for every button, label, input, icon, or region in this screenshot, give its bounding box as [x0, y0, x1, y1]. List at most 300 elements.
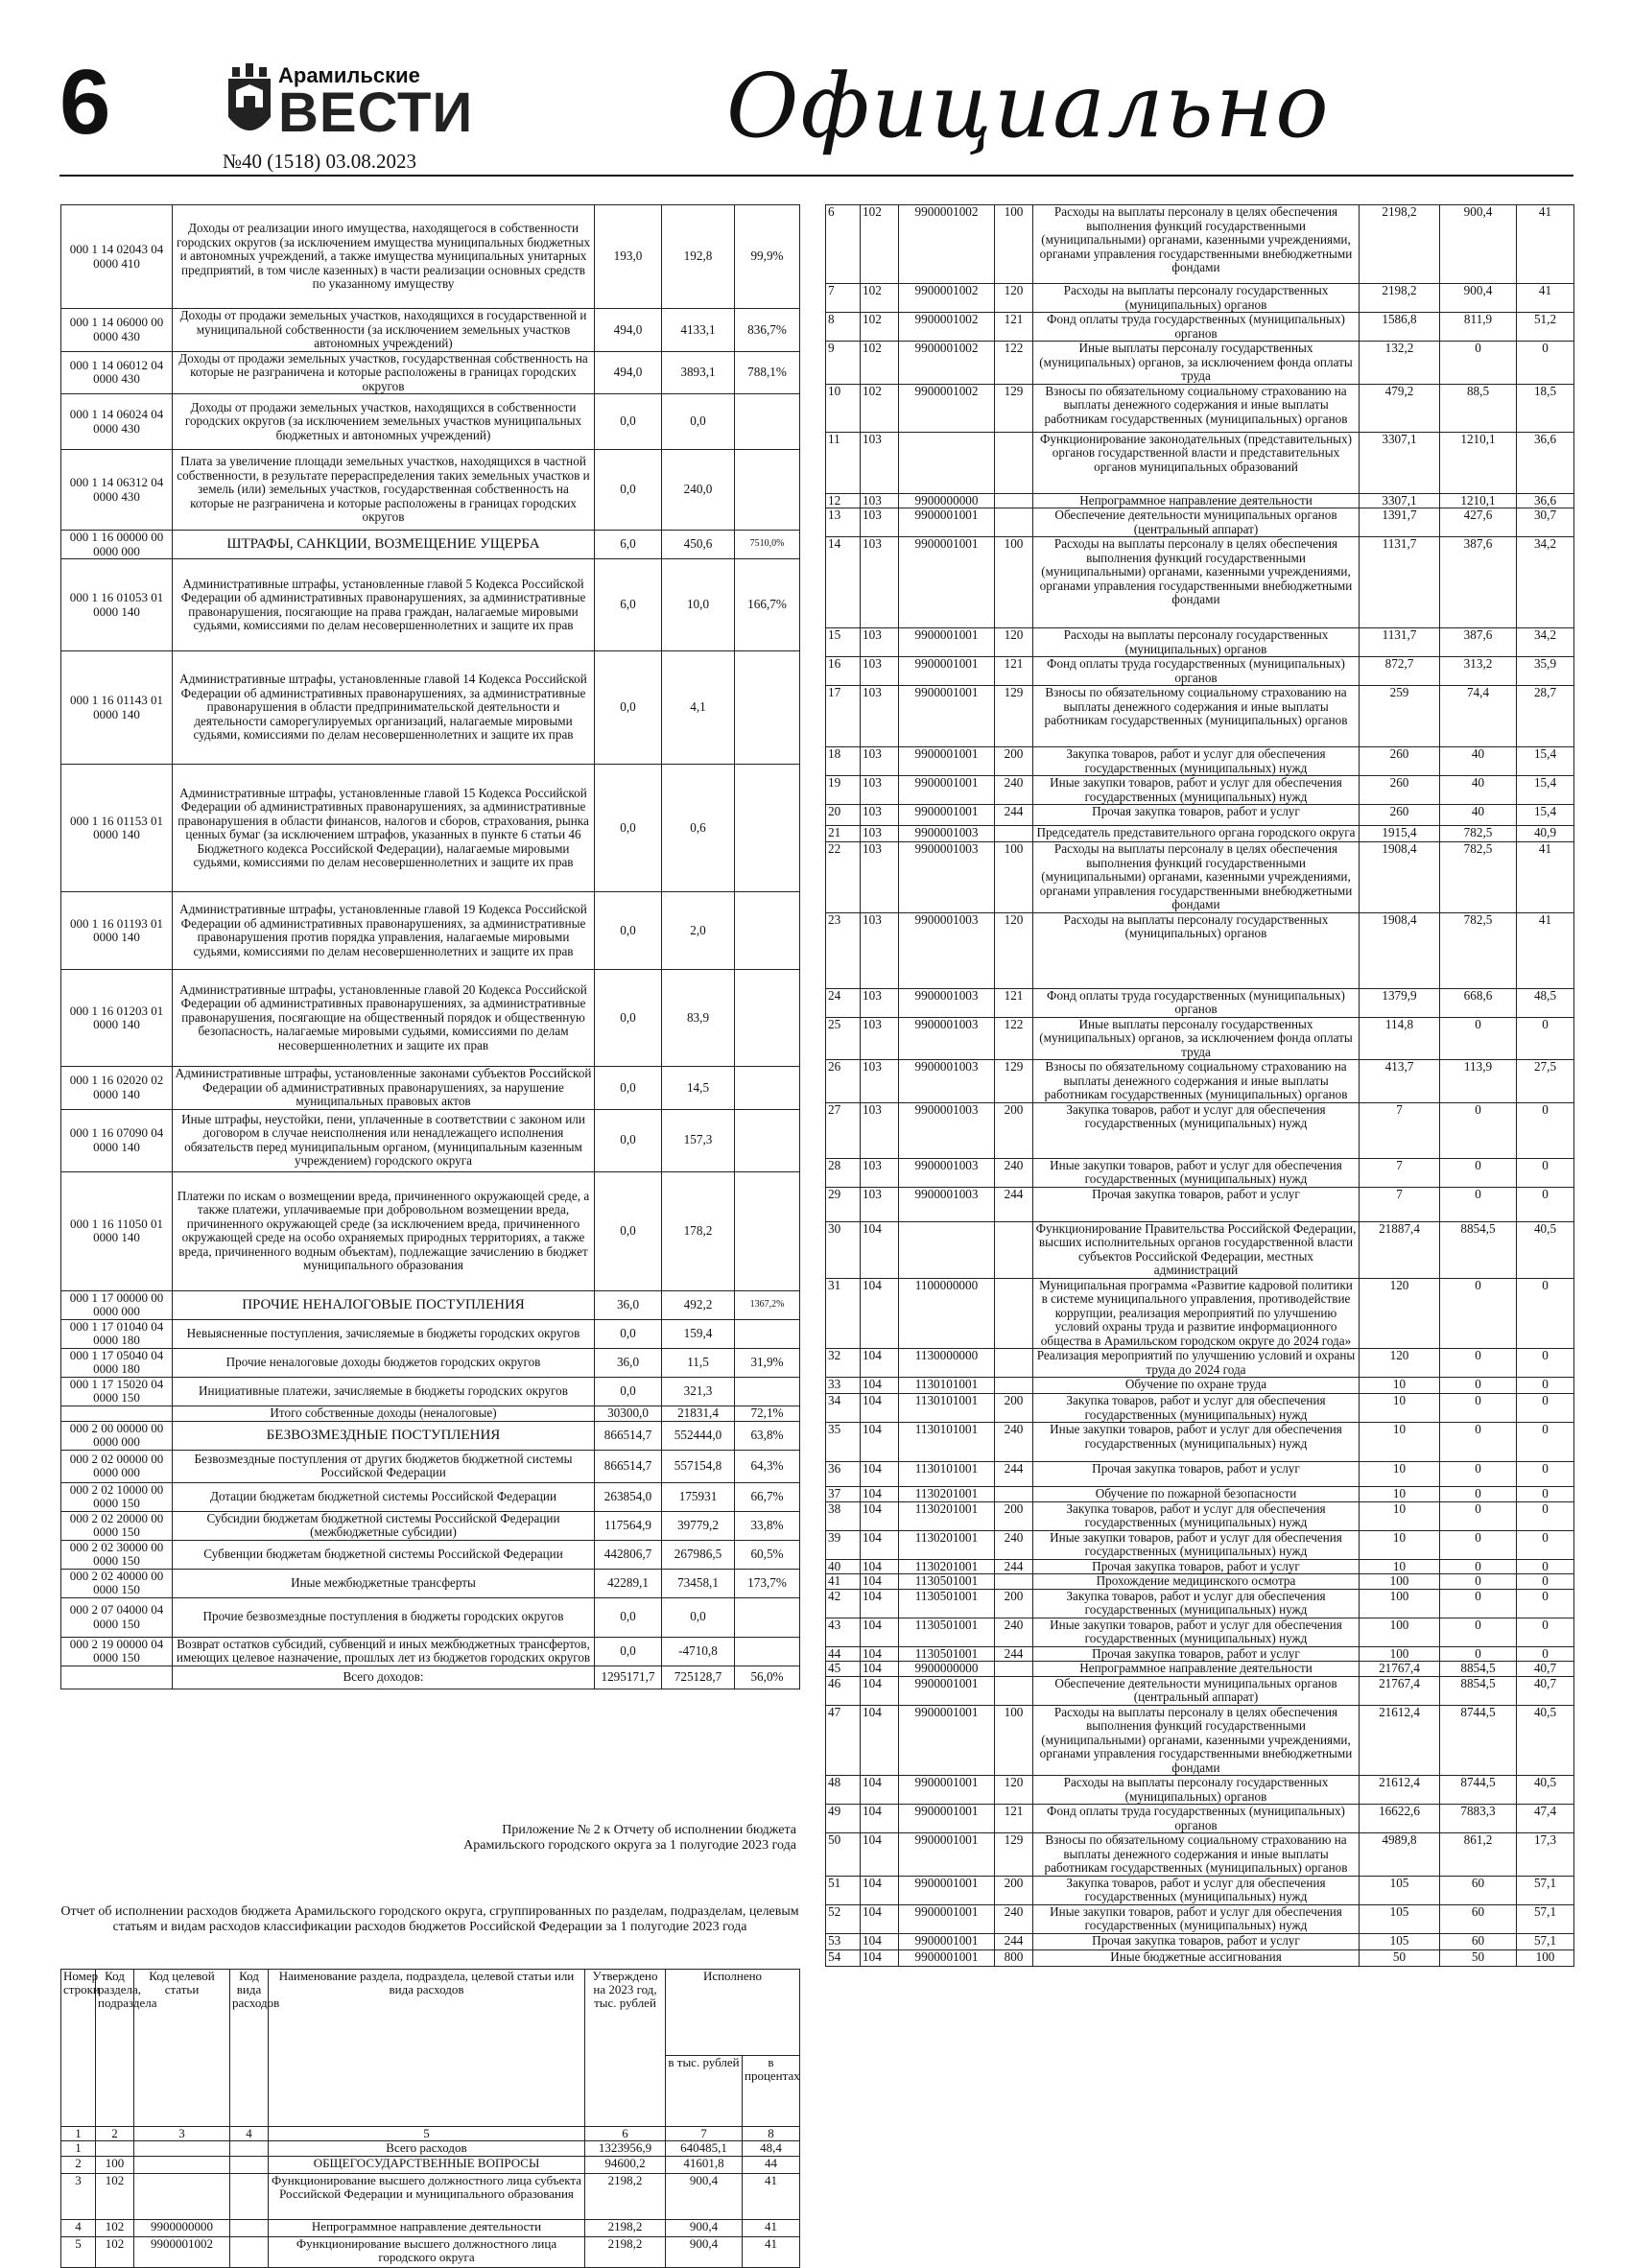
table-cell: 100 [1360, 1574, 1440, 1590]
table-cell: 63,8% [735, 1421, 800, 1450]
table-cell: 40,7 [1517, 1662, 1574, 1677]
col-number: 8 [743, 2127, 800, 2141]
table-cell: 0 [1517, 1349, 1574, 1378]
table-row [826, 1876, 1574, 1904]
table-cell: Расходы на выплаты персоналу государственных (муниципальных) органов [1033, 912, 1360, 988]
table-cell: 4,1 [662, 651, 735, 765]
table-cell: 37 [826, 1487, 861, 1502]
table-row [826, 1833, 1574, 1877]
table-cell: 104 [861, 1349, 899, 1378]
table-cell: 46 [826, 1676, 861, 1705]
table-cell: 104 [861, 1805, 899, 1833]
table-cell: Функционирование высшего должностного лица субъекта Российской Федерации и муниципального образования [269, 2174, 585, 2220]
table-cell: 120 [995, 912, 1033, 988]
table-cell: Расходы на выплаты персоналу в целях обеспечения выполнения функций государственными (муниципальными) органами, казенными учреждениями, органами управления государственными внебюджетными фондами [1033, 205, 1360, 284]
table-cell: 1367,2% [735, 1290, 800, 1319]
table-cell: 103 [861, 537, 899, 628]
table-cell: 13 [826, 508, 861, 537]
table-cell: 102 [861, 205, 899, 284]
table-cell: Иные закупки товаров, работ и услуг для обеспечения государственных (муниципальных) нужд [1033, 776, 1360, 805]
table-cell: 31 [826, 1278, 861, 1349]
table-cell: 104 [861, 1278, 899, 1349]
table-cell: 413,7 [1360, 1060, 1440, 1103]
table-cell: 10 [1360, 1378, 1440, 1394]
table-cell: 0 [1517, 1646, 1574, 1662]
col-number: 2 [96, 2127, 134, 2141]
table-row [826, 805, 1574, 826]
table-cell: 0 [1440, 1501, 1517, 1530]
table-cell: 12 [826, 493, 861, 508]
table-row [826, 826, 1574, 842]
table-row [61, 1482, 800, 1511]
table-cell: 42 [826, 1589, 861, 1618]
table-cell: Административные штрафы, установленные законами субъектов Российской Федерации об административных правонарушениях, за нарушение муниципальных правовых актов [173, 1067, 595, 1110]
table-cell: 21612,4 [1360, 1705, 1440, 1776]
table-cell: Функционирование законодательных (представительных) органов государственной власти и представительных органов муниципальных образований [1033, 432, 1360, 493]
table-cell: 7510,0% [735, 531, 800, 559]
table-cell [735, 1637, 800, 1666]
table-cell: 0 [1517, 1423, 1574, 1462]
table-cell: 113,9 [1440, 1060, 1517, 1103]
table-cell: 120 [995, 1776, 1033, 1805]
table-cell: 800 [995, 1949, 1033, 1966]
table-cell: 104 [861, 1589, 899, 1618]
table-cell: 8854,5 [1440, 1662, 1517, 1677]
table-cell: 104 [861, 1833, 899, 1877]
table-cell: 103 [861, 988, 899, 1017]
table-cell [735, 1597, 800, 1637]
table-cell: 1130101001 [899, 1462, 995, 1487]
table-cell: 0,0 [595, 1109, 662, 1171]
table-cell: 94600,2 [585, 2157, 666, 2174]
table-cell: Иные выплаты персоналу государственных (муниципальных) органов, за исключением фонда оплаты труда [1033, 342, 1360, 385]
table-cell: 000 2 02 20000 00 0000 150 [61, 1511, 173, 1540]
table-cell: 492,2 [662, 1290, 735, 1319]
table-cell: 14 [826, 537, 861, 628]
table-row [61, 450, 800, 531]
table-cell: 0,0 [595, 1597, 662, 1637]
table-cell: 36,6 [1517, 432, 1574, 493]
table-cell: 8 [826, 313, 861, 342]
table-cell: 1130501001 [899, 1646, 995, 1662]
table-cell: 83,9 [662, 970, 735, 1067]
table-cell: Административные штрафы, установленные главой 5 Кодекса Российской Федерации об административных правонарушениях, за административные правонарушения, посягающие на права граждан, налагаемые мировыми судьями, комиссиями по делам несовершеннолетних и защите их прав [173, 559, 595, 651]
table-row [826, 1805, 1574, 1833]
table-cell: Административные штрафы, установленные главой 20 Кодекса Российской Федерации об административных правонарушениях, за административные правонарушения, посягающие на общественный порядок и общественную безопасность, налагаемые мировыми судьями, комиссиями по делам несовершеннолетних и защите их прав [173, 970, 595, 1067]
table-cell: 102 [861, 342, 899, 385]
table-cell: 178,2 [662, 1171, 735, 1290]
table-cell: 15,4 [1517, 747, 1574, 776]
table-row [826, 1949, 1574, 1966]
table-cell [995, 1221, 1033, 1278]
table-cell: 9900001003 [899, 912, 995, 988]
table-row [826, 342, 1574, 385]
table-cell: 7 [826, 284, 861, 313]
table-cell: Муниципальная программа «Развитие кадровой политики в системе муниципального управления, противодействие коррупции, реализация мероприятий по улучшению условий охраны труда и развитие информационного общества в Арамильском городском округе до 2024 года» [1033, 1278, 1360, 1349]
table-cell: 50 [1360, 1949, 1440, 1966]
table-cell: 1130201001 [899, 1559, 995, 1574]
table-cell: 104 [861, 1487, 899, 1502]
table-cell: 0 [1517, 1487, 1574, 1502]
table-row [826, 1589, 1574, 1618]
table-cell: 48,4 [743, 2141, 800, 2157]
table-cell: 114,8 [1360, 1017, 1440, 1060]
table-cell: 21887,4 [1360, 1221, 1440, 1278]
table-cell: 104 [861, 1559, 899, 1574]
col-header: Код вида расходов [230, 1970, 269, 2127]
table-cell [735, 1319, 800, 1348]
column-number-row [61, 2127, 800, 2141]
table-cell [735, 1377, 800, 1406]
table-cell: 30 [826, 1221, 861, 1278]
table-cell [995, 1349, 1033, 1378]
table-row [826, 1705, 1574, 1776]
table-cell: 14,5 [662, 1067, 735, 1110]
table-cell [735, 1067, 800, 1110]
table-cell: Фонд оплаты труда государственных (муниципальных) органов [1033, 313, 1360, 342]
table-cell: 0 [1517, 1574, 1574, 1590]
table-cell: 9900001002 [899, 205, 995, 284]
table-row [826, 284, 1574, 313]
table-cell: 100 [1360, 1618, 1440, 1646]
table-cell: 0 [1440, 342, 1517, 385]
table-cell: Обеспечение деятельности муниципальных органов (центральный аппарат) [1033, 1676, 1360, 1705]
table-cell [96, 2141, 134, 2157]
table-cell: 41 [1517, 842, 1574, 913]
table-cell: Взносы по обязательному социальному страхованию на выплаты денежного содержания и иные выплаты работникам государственных (муниципальных) органов [1033, 1060, 1360, 1103]
table-row [61, 559, 800, 651]
table-row [826, 1158, 1574, 1187]
table-cell: 9900001001 [899, 747, 995, 776]
table-cell: 000 1 14 06000 00 0000 430 [61, 309, 173, 352]
table-cell: 66,7% [735, 1482, 800, 1511]
table-cell: 1908,4 [1360, 912, 1440, 988]
col-number: 3 [134, 2127, 230, 2141]
table-cell: 105 [1360, 1876, 1440, 1904]
table-cell: 103 [861, 912, 899, 988]
table-row [61, 1511, 800, 1540]
table-cell: 000 1 17 05040 04 0000 180 [61, 1348, 173, 1377]
table-cell [230, 2237, 269, 2268]
table-cell: 121 [995, 988, 1033, 1017]
table-cell: 244 [995, 1462, 1033, 1487]
table-cell: Прохождение медицинского осмотра [1033, 1574, 1360, 1590]
table-cell: 103 [861, 508, 899, 537]
table-cell: 41601,8 [666, 2157, 743, 2174]
table-cell: 3 [61, 2174, 96, 2220]
table-cell: 8854,5 [1440, 1221, 1517, 1278]
table-cell: 40,7 [1517, 1676, 1574, 1705]
table-cell: Иные закупки товаров, работ и услуг для обеспечения государственных (муниципальных) нужд [1033, 1158, 1360, 1187]
table-row [61, 970, 800, 1067]
table-cell: 782,5 [1440, 826, 1517, 842]
table-cell: 0 [1517, 1278, 1574, 1349]
table-cell: 668,6 [1440, 988, 1517, 1017]
table-cell: 000 1 17 00000 00 0000 000 [61, 1290, 173, 1319]
table-cell: 9900001003 [899, 1187, 995, 1221]
table-cell: 53 [826, 1933, 861, 1949]
table-cell: 4 [61, 2220, 96, 2237]
table-row [61, 309, 800, 352]
table-cell: 240 [995, 1618, 1033, 1646]
table-cell: 1130101001 [899, 1378, 995, 1394]
table-cell: 104 [861, 1646, 899, 1662]
table-cell: 10 [1360, 1487, 1440, 1502]
table-row [826, 1349, 1574, 1378]
table-cell: 122 [995, 342, 1033, 385]
table-cell: 000 1 14 02043 04 0000 410 [61, 205, 173, 309]
table-cell: 103 [861, 1187, 899, 1221]
table-cell: 21612,4 [1360, 1776, 1440, 1805]
table-cell: 9900001001 [899, 805, 995, 826]
table-row [61, 1348, 800, 1377]
table-cell: 0 [1517, 1017, 1574, 1060]
table-cell: 9900001001 [899, 657, 995, 686]
table-cell: 000 1 14 06024 04 0000 430 [61, 394, 173, 450]
table-row [826, 1102, 1574, 1158]
table-cell: 18 [826, 747, 861, 776]
table-cell: 51,2 [1517, 313, 1574, 342]
table-cell: Иные закупки товаров, работ и услуг для обеспечения государственных (муниципальных) нужд [1033, 1423, 1360, 1462]
table-cell [735, 394, 800, 450]
table-cell: Функционирование Правительства Российской Федерации, высших исполнительных органов государственной власти субъектов Российской Федерации, местных администраций [1033, 1221, 1360, 1278]
table-cell: 240 [995, 1904, 1033, 1933]
table-cell: 104 [861, 1462, 899, 1487]
table-row [826, 1904, 1574, 1933]
table-cell: 157,3 [662, 1109, 735, 1171]
table-cell: 38 [826, 1501, 861, 1530]
table-cell: 240 [995, 1423, 1033, 1462]
table-cell: 57,1 [1517, 1876, 1574, 1904]
table-cell: Иные штрафы, неустойки, пени, уплаченные в соответствии с законом или договором в случае неисполнения или ненадлежащего исполнения обязательств перед муниципальным органом, (муниципальным казенным учреждением) городского округа [173, 1109, 595, 1171]
table-row [826, 912, 1574, 988]
table-cell: 0,0 [595, 1319, 662, 1348]
table-cell: 200 [995, 1394, 1033, 1423]
table-cell [735, 651, 800, 765]
table-cell: 260 [1360, 776, 1440, 805]
table-cell: ПРОЧИЕ НЕНАЛОГОВЫЕ ПОСТУПЛЕНИЯ [173, 1290, 595, 1319]
table-cell: 240 [995, 776, 1033, 805]
table-row [61, 1109, 800, 1171]
table-cell: 8744,5 [1440, 1776, 1517, 1805]
table-cell [61, 1666, 173, 1689]
table-cell: 0,0 [595, 970, 662, 1067]
table-cell: 000 1 14 06012 04 0000 430 [61, 351, 173, 394]
table-row [61, 1171, 800, 1290]
table-cell: Плата за увеличение площади земельных участков, находящихся в частной собственности, в результате перераспределения таких земельных участков и земель (или) земельных участков, государственная собственность на которые не разграничена и которые расположены в границах городских округов [173, 450, 595, 531]
table-cell: 104 [861, 1876, 899, 1904]
header-rule [59, 175, 1573, 177]
table-cell: 10 [826, 384, 861, 432]
table-row [61, 2141, 800, 2157]
table-cell: 6,0 [595, 531, 662, 559]
table-cell: 104 [861, 1501, 899, 1530]
table-cell: Прочая закупка товаров, работ и услуг [1033, 1933, 1360, 1949]
table-cell: 640485,1 [666, 2141, 743, 2157]
table-cell: 0 [1440, 1574, 1517, 1590]
table-cell: 40 [1440, 747, 1517, 776]
table-cell: 0 [1517, 1394, 1574, 1423]
table-cell: 104 [861, 1933, 899, 1949]
table-row [61, 205, 800, 309]
table-cell: 34,2 [1517, 537, 1574, 628]
table-cell: 9 [826, 342, 861, 385]
table-cell: 000 1 16 00000 00 0000 000 [61, 531, 173, 559]
table-cell: 1915,4 [1360, 826, 1440, 842]
table-cell: Закупка товаров, работ и услуг для обеспечения государственных (муниципальных) нужд [1033, 747, 1360, 776]
table-cell: 263854,0 [595, 1482, 662, 1511]
table-cell: Прочая закупка товаров, работ и услуг [1033, 1646, 1360, 1662]
table-cell: 44 [826, 1646, 861, 1662]
table-cell: 19 [826, 776, 861, 805]
table-cell: 60,5% [735, 1540, 800, 1569]
table-cell: 41 [1517, 284, 1574, 313]
table-cell: Закупка товаров, работ и услуг для обеспечения государственных (муниципальных) нужд [1033, 1102, 1360, 1158]
table-cell: 782,5 [1440, 912, 1517, 988]
table-cell: Иные межбюджетные трансферты [173, 1569, 595, 1597]
table-cell: 41 [826, 1574, 861, 1590]
table-cell: Иные бюджетные ассигнования [1033, 1949, 1360, 1966]
table-cell: 900,4 [1440, 205, 1517, 284]
table-cell: 000 1 16 01193 01 0000 140 [61, 892, 173, 970]
table-cell: Административные штрафы, установленные главой 14 Кодекса Российской Федерации об административных правонарушениях, за административные правонарушения в области предпринимательской деятельности и деятельности саморегулируемых организаций, налагаемые мировыми судьями, комиссиями по делам несовершеннолетних и защите их прав [173, 651, 595, 765]
table-row [61, 1421, 800, 1450]
table-cell: 129 [995, 1833, 1033, 1877]
table-cell: 88,5 [1440, 384, 1517, 432]
table-cell: 104 [861, 1776, 899, 1805]
table-cell: Расходы на выплаты персоналу в целях обеспечения выполнения функций государственными (муниципальными) органами, казенными учреждениями, органами управления государственными внебюджетными фондами [1033, 537, 1360, 628]
table-cell: 259 [1360, 686, 1440, 747]
table-cell [899, 1221, 995, 1278]
table-cell: 1130000000 [899, 1349, 995, 1378]
table-cell: 1130201001 [899, 1501, 995, 1530]
table-header-row [61, 1970, 800, 2056]
table-cell: 41 [743, 2237, 800, 2268]
table-row [826, 313, 1574, 342]
table-cell: 725128,7 [662, 1666, 735, 1689]
table-cell: 9900001001 [899, 1676, 995, 1705]
table-cell: 34,2 [1517, 628, 1574, 657]
table-cell: 102 [861, 284, 899, 313]
table-cell: 28 [826, 1158, 861, 1187]
table-cell: Возврат остатков субсидий, субвенций и иных межбюджетных трансфертов, имеющих целевое назначение, прошлых лет из бюджетов городских округов [173, 1637, 595, 1666]
table-cell: 3307,1 [1360, 493, 1440, 508]
table-row [826, 1501, 1574, 1530]
report-title: Отчет об исполнении расходов бюджета Арамильского городского округа, сгруппированных по разделам, подразделам, целевым статьям и видам расходов классификации расходов бюджетов Российской Федерации за 1 полугодие 2023 года [60, 1904, 799, 1934]
table-cell: 0 [1440, 1589, 1517, 1618]
table-cell: 1130501001 [899, 1618, 995, 1646]
table-cell: 102 [96, 2237, 134, 2268]
table-cell: 122 [995, 1017, 1033, 1060]
table-cell: 9900001003 [899, 826, 995, 842]
table-cell: 0,0 [595, 651, 662, 765]
table-cell: 173,7% [735, 1569, 800, 1597]
table-cell [995, 1278, 1033, 1349]
table-cell: 100 [995, 205, 1033, 284]
table-cell: 39 [826, 1530, 861, 1559]
table-cell: 200 [995, 1876, 1033, 1904]
table-cell: 9900001001 [899, 508, 995, 537]
table-cell: 479,2 [1360, 384, 1440, 432]
table-cell: 427,6 [1440, 508, 1517, 537]
table-cell: 100 [995, 537, 1033, 628]
table-cell: 3307,1 [1360, 432, 1440, 493]
table-cell: 000 2 02 40000 00 0000 150 [61, 1569, 173, 1597]
table-cell: 11 [826, 432, 861, 493]
table-row [826, 1378, 1574, 1394]
col-header: в тыс. рублей [666, 2056, 743, 2127]
table-cell: 494,0 [595, 309, 662, 352]
table-cell: Функционирование высшего должностного лица городского округа [269, 2237, 585, 2268]
table-cell: 200 [995, 1589, 1033, 1618]
table-cell: 9900001001 [899, 1833, 995, 1877]
table-cell: 104 [861, 1904, 899, 1933]
table-cell: 0 [1440, 1158, 1517, 1187]
table-cell: 872,7 [1360, 657, 1440, 686]
table-row [826, 657, 1574, 686]
table-cell: 40 [1440, 805, 1517, 826]
table-cell: 102 [96, 2174, 134, 2220]
table-cell: Прочая закупка товаров, работ и услуг [1033, 1559, 1360, 1574]
table-row [61, 2157, 800, 2174]
table-cell: 9900001002 [899, 284, 995, 313]
table-cell: 0 [1517, 1618, 1574, 1646]
table-cell: 900,4 [666, 2174, 743, 2220]
table-cell: 104 [861, 1676, 899, 1705]
table-cell: 104 [861, 1662, 899, 1677]
table-cell: 8854,5 [1440, 1676, 1517, 1705]
table-cell: 0,0 [595, 1171, 662, 1290]
table-cell: 1295171,7 [595, 1666, 662, 1689]
table-cell: 9900001001 [899, 1876, 995, 1904]
table-row [61, 1666, 800, 1689]
table-cell: Иные закупки товаров, работ и услуг для обеспечения государственных (муниципальных) нужд [1033, 1530, 1360, 1559]
table-cell: Итого собственные доходы (неналоговые) [173, 1406, 595, 1421]
table-cell: 120 [995, 628, 1033, 657]
table-cell: 0 [1440, 1017, 1517, 1060]
table-cell: 200 [995, 1501, 1033, 1530]
table-row [826, 686, 1574, 747]
table-row [61, 351, 800, 394]
table-row [826, 1017, 1574, 1060]
table-cell: 1586,8 [1360, 313, 1440, 342]
table-row [826, 493, 1574, 508]
table-cell: 100 [995, 1705, 1033, 1776]
col-number: 5 [269, 2127, 585, 2141]
table-cell: 811,9 [1440, 313, 1517, 342]
table-cell: 41 [743, 2220, 800, 2237]
table-row [826, 1559, 1574, 1574]
table-cell: 0 [1517, 1530, 1574, 1559]
table-cell: 2 [61, 2157, 96, 2174]
table-cell: Непрограммное направление деятельности [1033, 493, 1360, 508]
table-cell: 64,3% [735, 1450, 800, 1482]
table-cell: 129 [995, 1060, 1033, 1103]
table-row [61, 1290, 800, 1319]
table-cell: 0,0 [595, 450, 662, 531]
col-header: Номер строки [61, 1970, 96, 2127]
table-cell: 1210,1 [1440, 432, 1517, 493]
table-cell: 40,5 [1517, 1705, 1574, 1776]
table-cell: Всего расходов [269, 2141, 585, 2157]
col-header: Код целевой статьи [134, 1970, 230, 2127]
table-cell: Обучение по охране труда [1033, 1378, 1360, 1394]
table-cell: 43 [826, 1618, 861, 1646]
table-cell: 6,0 [595, 559, 662, 651]
table-row [61, 651, 800, 765]
table-cell: 0 [1440, 1423, 1517, 1462]
table-cell: 1130501001 [899, 1574, 995, 1590]
